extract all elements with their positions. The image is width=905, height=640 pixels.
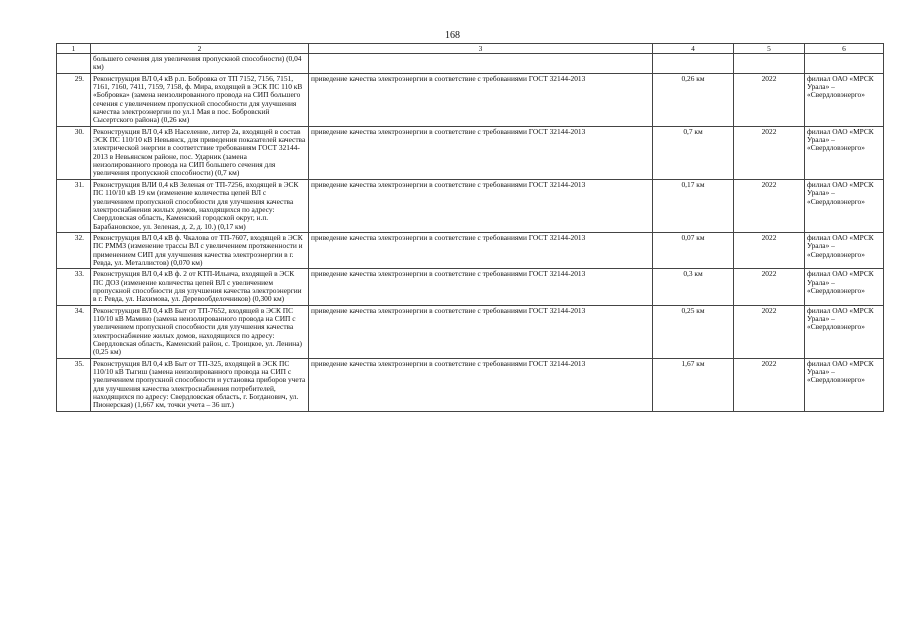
project-purpose: приведение качества электроэнергии в соответствие с требованиями ГОСТ 32144-2013 <box>309 232 653 268</box>
project-purpose: приведение качества электроэнергии в соответствие с требованиями ГОСТ 32144-2013 <box>309 73 653 126</box>
project-length: 0,17 км <box>653 179 734 232</box>
project-year: 2022 <box>734 358 805 411</box>
column-number-row <box>57 44 884 54</box>
project-length <box>653 54 734 74</box>
column-header-6: 6 <box>805 44 884 54</box>
project-year: 2022 <box>734 126 805 179</box>
row-number: 29. <box>57 73 91 126</box>
table-row <box>57 305 884 358</box>
table-header <box>57 44 884 54</box>
project-organization: филиал ОАО «МРСК Урала» – «Свердловэнерго» <box>805 269 884 305</box>
row-number: 35. <box>57 358 91 411</box>
project-description: Реконструкция ВЛИ 0,4 кВ Зеленая от ТП-7256, входящей в ЭСК ПС 110/10 кВ 19 км (изменение количества цепей ВЛ с увеличением пропускной способности для улучшения качества электроснабжения жилых домов, находящихся по адресу: Свердловская область, Каменский городской округ, н.п. Барабановское, ул. Зеленая, д. 2, д. 10.) (0,17 км) <box>91 179 309 232</box>
row-number: 31. <box>57 179 91 232</box>
project-year: 2022 <box>734 269 805 305</box>
project-organization: филиал ОАО «МРСК Урала» – «Свердловэнерго» <box>805 73 884 126</box>
table-row <box>57 269 884 305</box>
project-purpose <box>309 54 653 74</box>
project-organization: филиал ОАО «МРСК Урала» – «Свердловэнерго» <box>805 358 884 411</box>
column-header-4: 4 <box>653 44 734 54</box>
project-length: 0,3 км <box>653 269 734 305</box>
project-length: 0,26 км <box>653 73 734 126</box>
project-purpose: приведение качества электроэнергии в соответствие с требованиями ГОСТ 32144-2013 <box>309 126 653 179</box>
project-year: 2022 <box>734 73 805 126</box>
table-body <box>57 54 884 412</box>
project-year: 2022 <box>734 305 805 358</box>
project-length: 0,07 км <box>653 232 734 268</box>
page-number: 168 <box>445 30 460 41</box>
project-description: Реконструкция ВЛ 0,4 кВ ф. 2 от КТП-Ильича, входящей в ЭСК ПС ДОЗ (изменение количества цепей ВЛ с увеличением пропускной способности для улучшения качества электроэнергии в г. Ревда, ул. Нахимова, ул. Деревообделочников) (0,300 км) <box>91 269 309 305</box>
table-row <box>57 73 884 126</box>
project-organization: филиал ОАО «МРСК Урала» – «Свердловэнерго» <box>805 232 884 268</box>
row-number: 33. <box>57 269 91 305</box>
project-description: Реконструкция ВЛ 0,4 кВ Быт от ТП-325, входящей в ЭСК ПС 110/10 кВ Тыгиш (замена неизолированного провода на СИП с увеличением пропускной способности и установка приборов учета для улучшения качества электроснабжения потребителей, находящихся по адресу: Свердловская область, г. Богданович, ул. Пионерская) (1,667 км, точки учета – 36 шт.) <box>91 358 309 411</box>
project-organization: филиал ОАО «МРСК Урала» – «Свердловэнерго» <box>805 179 884 232</box>
table-row <box>57 179 884 232</box>
project-year <box>734 54 805 74</box>
project-description: Реконструкция ВЛ 0,4 кВ Население, литер 2а, входящей в состав ЭСК ПС 110/10 кВ Невьянск, для приведения показателей качества электрической энергии в соответствие требованиям ГОСТ 32144-2013 в Невьянском районе, пос. Ударник (замена неизолированного провода на СИП большего сечения для увеличения пропускной способности) (0,7 км) <box>91 126 309 179</box>
row-number: 32. <box>57 232 91 268</box>
project-purpose: приведение качества электроэнергии в соответствие с требованиями ГОСТ 32144-2013 <box>309 358 653 411</box>
project-description: Реконструкция ВЛ 0,4 кВ р.п. Бобровка от ТП 7152, 7156, 7151, 7161, 7160, 7411, 7159, 7158, ф. Мира, входящей в ЭСК ПС 110 кВ «Бобровка» (замена неизолированного провода на СИП большего сечения с увеличением пропускной способности для улучшения качества электроэнергии по ул.1 Мая в пос. Бобровский Сысертского района) (0,26 км) <box>91 73 309 126</box>
column-header-5: 5 <box>734 44 805 54</box>
table-row <box>57 126 884 179</box>
row-number: 34. <box>57 305 91 358</box>
project-purpose: приведение качества электроэнергии в соответствие с требованиями ГОСТ 32144-2013 <box>309 179 653 232</box>
project-organization: филиал ОАО «МРСК Урала» – «Свердловэнерго» <box>805 126 884 179</box>
table-row <box>57 358 884 411</box>
table-row <box>57 54 884 74</box>
project-length: 0,7 км <box>653 126 734 179</box>
column-header-2: 2 <box>91 44 309 54</box>
row-number: 30. <box>57 126 91 179</box>
projects-table <box>56 43 884 412</box>
row-number <box>57 54 91 74</box>
project-description: Реконструкция ВЛ 0,4 кВ Быт от ТП-7652, входящей в ЭСК ПС 110/10 кВ Мамино (замена неизолированного провода на СИП с увеличением пропускной способности для улучшения качества электроснабжение жилых домов, находящихся по адресу: Свердловская область, Каменский район, с. Троицкое, ул. Ленина) (0,25 км) <box>91 305 309 358</box>
project-description: большего сечения для увеличения пропускной способности) (0,04 км) <box>91 54 309 74</box>
project-organization: филиал ОАО «МРСК Урала» – «Свердловэнерго» <box>805 305 884 358</box>
project-purpose: приведение качества электроэнергии в соответствие с требованиями ГОСТ 32144-2013 <box>309 269 653 305</box>
table-row <box>57 232 884 268</box>
project-organization <box>805 54 884 74</box>
project-length: 0,25 км <box>653 305 734 358</box>
column-header-1: 1 <box>57 44 91 54</box>
project-description: Реконструкция ВЛ 0,4 кВ ф. Чкалова от ТП-7607, входящей в ЭСК ПС РММЗ (изменение трассы ВЛ с увеличением протяженности и применением СИП для улучшения качества электроэнергии в г. Ревда, ул. Металлистов) (0,070 км) <box>91 232 309 268</box>
project-length: 1,67 км <box>653 358 734 411</box>
project-purpose: приведение качества электроэнергии в соответствие с требованиями ГОСТ 32144-2013 <box>309 305 653 358</box>
project-year: 2022 <box>734 232 805 268</box>
column-header-3: 3 <box>309 44 653 54</box>
project-year: 2022 <box>734 179 805 232</box>
